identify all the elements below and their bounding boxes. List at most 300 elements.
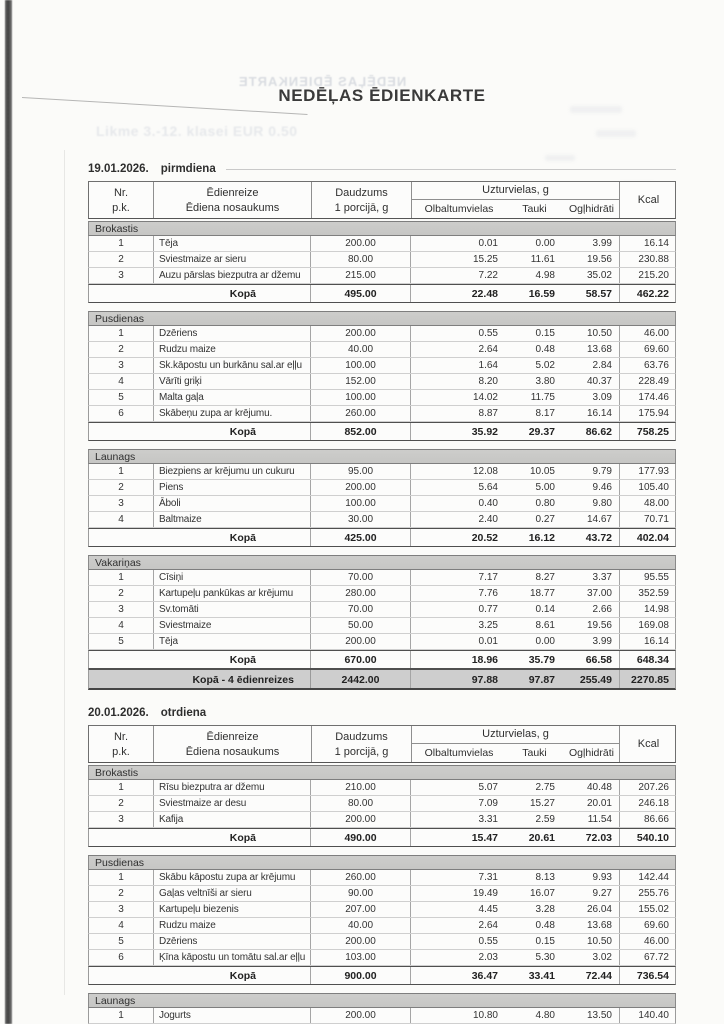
cell-number: 3 (118, 360, 124, 371)
cell-kcal: 352.59 (619, 586, 677, 601)
cell-dish-name: Sviestmaize ar sieru (153, 252, 311, 267)
cell-carbs: 10.50 (586, 936, 612, 947)
section-gap (88, 985, 676, 993)
header-nr (89, 182, 153, 218)
cell-protein: 15.25 (472, 254, 498, 265)
cell-kcal: 174.46 (619, 390, 677, 405)
cell-kcal: 462.22 (619, 285, 677, 302)
cell-fat: 18.77 (529, 588, 555, 599)
cell-fat: 8.61 (535, 620, 555, 631)
cell-dish-name: Rudzu maize (153, 342, 311, 357)
meal-section (88, 311, 676, 441)
cell-quantity: 207.00 (311, 902, 411, 917)
cell-kcal: 177.93 (619, 464, 677, 479)
cell-quantity: 40.00 (311, 918, 411, 933)
total-label: Kopā (89, 651, 311, 668)
cell-dish-name: Biezpiens ar krējumu un cukuru (153, 464, 311, 479)
cell-carbs: 26.04 (586, 904, 612, 915)
section-band: Pusdienas (88, 855, 676, 870)
table-row (88, 634, 676, 650)
cell-dish-name: Sviestmaize ar desu (153, 796, 311, 811)
cell-number: 6 (118, 952, 124, 963)
cell-carbs: 2.84 (592, 360, 612, 371)
cell-kcal: 540.10 (619, 829, 677, 846)
cell-fat: 11.61 (530, 254, 555, 265)
cell-protein: 12.08 (472, 466, 498, 477)
table-row (88, 1008, 676, 1024)
cell-fat: 5.30 (535, 952, 555, 963)
table-row (88, 934, 676, 950)
cell-protein: 5.07 (478, 782, 498, 793)
header-carbs: Ogļhidrāti (569, 203, 614, 215)
cell-protein: 2.40 (478, 514, 498, 525)
table-header (88, 181, 676, 219)
cell-fat: 3.80 (535, 376, 555, 387)
section-band: Launags (88, 993, 676, 1008)
table-row (88, 390, 676, 406)
cell-carbs: 19.56 (586, 620, 612, 631)
cell-dish-name: Dzēriens (153, 326, 311, 341)
cell-carbs: 9.80 (592, 498, 612, 509)
weekday-value: otrdiena (160, 707, 207, 719)
cell-quantity: 40.00 (311, 342, 411, 357)
cell-carbs: 11.54 (587, 814, 612, 825)
table-row (88, 358, 676, 374)
cell-kcal: 142.44 (619, 870, 677, 885)
cell-quantity: 100.00 (311, 358, 411, 373)
cell-quantity: 200.00 (311, 480, 411, 495)
cell-quantity: 152.00 (311, 374, 411, 389)
cell-carbs: 40.48 (586, 782, 612, 793)
cell-fat: 0.15 (535, 936, 555, 947)
header-kcal-label: Kcal (637, 738, 660, 750)
header-fat: Tauki (522, 747, 547, 759)
cell-protein: 1.64 (478, 360, 498, 371)
cell-kcal: 230.88 (619, 252, 677, 267)
cell-number: 5 (118, 636, 124, 647)
cell-number: 5 (118, 936, 124, 947)
cell-quantity: 490.00 (311, 829, 411, 846)
cell-carbs: 40.37 (586, 376, 612, 387)
cell-fat: 0.27 (535, 514, 555, 525)
cell-carbs: 13.68 (586, 920, 612, 931)
cell-number: 1 (118, 466, 124, 477)
header-kcal (619, 726, 677, 762)
cell-dish-name: Sv.tomāti (153, 602, 311, 617)
cell-quantity: 50.00 (311, 618, 411, 633)
cell-quantity: 103.00 (311, 950, 411, 965)
cell-kcal: 69.60 (619, 918, 677, 933)
meal-section (88, 993, 676, 1024)
header-protein: Olbaltumvielas (424, 747, 494, 759)
header-quantity (311, 182, 411, 218)
cell-quantity: 200.00 (311, 326, 411, 341)
cell-carbs: 3.99 (592, 636, 612, 647)
section-total-row (88, 284, 676, 303)
section-band: Pusdienas (88, 311, 676, 326)
cell-fat: 16.07 (529, 888, 555, 899)
cell-quantity: 80.00 (311, 252, 411, 267)
cell-fat: 35.79 (528, 654, 555, 666)
cell-fat: 2.75 (535, 782, 555, 793)
section-total-row (88, 528, 676, 547)
section-gap (88, 441, 676, 449)
header-carbs: Ogļhidrāti (569, 747, 614, 759)
cell-kcal: 48.00 (619, 496, 677, 511)
cell-fat: 8.17 (535, 408, 555, 419)
cell-fat: 8.27 (535, 572, 555, 583)
cell-quantity: 2442.00 (311, 670, 411, 688)
cell-kcal: 255.76 (619, 886, 677, 901)
scan-edge-strip (5, 0, 12, 1024)
cell-quantity: 215.00 (311, 268, 411, 283)
table-row (88, 374, 676, 390)
cell-kcal: 63.76 (619, 358, 677, 373)
cell-carbs: 9.46 (592, 482, 612, 493)
cell-number: 1 (118, 572, 124, 583)
cell-number: 5 (118, 392, 124, 403)
cell-kcal: 215.20 (619, 268, 677, 283)
cell-quantity: 70.00 (311, 570, 411, 585)
header-nr-line2: p.k. (112, 201, 130, 214)
cell-fat: 33.41 (528, 970, 555, 982)
cell-dish-name: Skābu kāpostu zupa ar krējumu (153, 870, 311, 885)
cell-protein: 3.31 (478, 814, 498, 825)
cell-fat: 0.00 (535, 238, 555, 249)
bleedthrough-smudge (570, 106, 622, 113)
cell-kcal: 14.98 (619, 602, 677, 617)
day-date-heading (88, 707, 676, 721)
cell-quantity: 200.00 (311, 634, 411, 649)
table-row (88, 236, 676, 252)
cell-quantity: 80.00 (311, 796, 411, 811)
cell-carbs: 9.79 (592, 466, 612, 477)
cell-number: 3 (118, 270, 124, 281)
cell-quantity: 200.00 (311, 236, 411, 251)
header-meal (153, 182, 311, 218)
cell-protein: 10.80 (472, 1010, 498, 1021)
cell-quantity: 200.00 (311, 812, 411, 827)
total-label: Kopā (89, 285, 311, 302)
header-meal-line2: Ēdiena nosaukums (185, 201, 280, 214)
cell-protein: 22.48 (471, 288, 498, 300)
header-nr-line1: Nr. (113, 186, 129, 199)
header-nr-line1: Nr. (113, 730, 129, 743)
cell-number: 4 (118, 514, 124, 525)
cell-protein: 0.40 (478, 498, 498, 509)
cell-carbs: 14.67 (586, 514, 612, 525)
header-meal (153, 726, 311, 762)
cell-dish-name: Tēja (153, 634, 311, 649)
table-row (88, 570, 676, 586)
cell-carbs: 66.58 (585, 654, 612, 666)
cell-protein: 7.17 (478, 572, 498, 583)
cell-protein: 97.88 (471, 673, 498, 686)
table-row (88, 406, 676, 422)
cell-carbs: 35.02 (586, 270, 612, 281)
cell-dish-name: Baltmaize (153, 512, 311, 527)
cell-protein: 7.31 (478, 872, 498, 883)
cell-dish-name: Kafija (153, 812, 311, 827)
cell-fat: 0.48 (535, 344, 555, 355)
cell-quantity: 260.00 (311, 406, 411, 421)
table-row (88, 326, 676, 342)
cell-carbs: 9.93 (592, 872, 612, 883)
cell-number: 2 (118, 588, 124, 599)
cell-carbs: 3.37 (592, 572, 612, 583)
cell-number: 4 (118, 920, 124, 931)
cell-protein: 5.64 (478, 482, 498, 493)
table-row (88, 812, 676, 828)
cell-dish-name: Sviestmaize (153, 618, 311, 633)
header-protein: Olbaltumvielas (424, 203, 494, 215)
bleedthrough-title: NEDĒĻAS ĒDIENKARTE (238, 74, 407, 89)
cell-kcal: 46.00 (619, 934, 677, 949)
table-row (88, 496, 676, 512)
total-label: Kopā (89, 829, 311, 846)
cell-dish-name: Āboli (153, 496, 311, 511)
cell-carbs: 19.56 (586, 254, 612, 265)
section-total-row (88, 422, 676, 441)
cell-kcal: 736.54 (619, 967, 677, 984)
cell-quantity: 425.00 (311, 529, 411, 546)
cell-protein: 0.55 (478, 328, 498, 339)
header-qty-line2: 1 porcijā, g (334, 745, 389, 758)
cell-number: 1 (118, 1010, 124, 1021)
cell-dish-name: Rīsu biezputra ar džemu (153, 780, 311, 795)
section-total-row (88, 828, 676, 847)
table-row (88, 602, 676, 618)
table-row (88, 618, 676, 634)
table-row (88, 586, 676, 602)
left-margin-shadow (64, 150, 65, 995)
cell-number: 2 (118, 344, 124, 355)
cell-quantity: 852.00 (311, 423, 411, 440)
table-row (88, 268, 676, 284)
section-total-row (88, 650, 676, 669)
section-band: Brokastis (88, 765, 676, 780)
cell-number: 2 (118, 482, 124, 493)
cell-number: 1 (118, 782, 124, 793)
table-row (88, 780, 676, 796)
cell-fat: 5.00 (535, 482, 555, 493)
cell-carbs: 20.01 (586, 798, 612, 809)
header-kcal (619, 182, 677, 218)
cell-protein: 2.03 (478, 952, 498, 963)
cell-dish-name: Piens (153, 480, 311, 495)
header-meal-line2: Ēdiena nosaukums (185, 745, 280, 758)
cell-fat: 0.48 (535, 920, 555, 931)
cell-kcal: 175.94 (619, 406, 677, 421)
cell-protein: 18.96 (471, 654, 498, 666)
cell-kcal: 16.14 (619, 236, 677, 251)
cell-carbs: 86.62 (585, 426, 612, 438)
cell-kcal: 70.71 (619, 512, 677, 527)
cell-protein: 7.76 (478, 588, 498, 599)
cell-kcal: 758.25 (619, 423, 677, 440)
cell-carbs: 72.44 (585, 970, 612, 982)
cell-protein: 7.09 (478, 798, 498, 809)
cell-carbs: 37.00 (586, 588, 612, 599)
cell-kcal: 46.00 (619, 326, 677, 341)
grand-total-label: Kopā - 4 ēdienreizes (89, 670, 311, 688)
cell-fat: 8.13 (535, 872, 555, 883)
cell-fat: 5.02 (535, 360, 555, 371)
cell-fat: 0.00 (535, 636, 555, 647)
header-meal-line1: Ēdienreize (206, 186, 259, 199)
total-label: Kopā (89, 967, 311, 984)
table-row (88, 464, 676, 480)
cell-number: 3 (118, 498, 124, 509)
table-row (88, 252, 676, 268)
day-table (88, 163, 676, 690)
cell-fat: 16.12 (528, 532, 555, 544)
cell-dish-name: Jogurts (153, 1008, 311, 1023)
header-nutrients (411, 726, 619, 762)
header-nr-line2: p.k. (112, 745, 130, 758)
cell-kcal: 402.04 (619, 529, 677, 546)
cell-dish-name: Cīsiņi (153, 570, 311, 585)
cell-kcal: 228.49 (619, 374, 677, 389)
cell-fat: 11.75 (530, 392, 555, 403)
cell-fat: 3.28 (535, 904, 555, 915)
table-row (88, 886, 676, 902)
cell-dish-name: Kartupeļu pankūkas ar krējumu (153, 586, 311, 601)
cell-carbs: 13.68 (586, 344, 612, 355)
cell-dish-name: Dzēriens (153, 934, 311, 949)
cell-carbs: 2.66 (592, 604, 612, 615)
cell-protein: 3.25 (478, 620, 498, 631)
cell-kcal: 86.66 (619, 812, 677, 827)
cell-fat: 10.05 (529, 466, 555, 477)
cell-protein: 36.47 (471, 970, 498, 982)
page-title: NEDĒĻAS ĒDIENKARTE (278, 86, 486, 105)
cell-fat: 0.14 (535, 604, 555, 615)
cell-kcal: 155.02 (619, 902, 677, 917)
cell-dish-name: Auzu pārslas biezputra ar džemu (153, 268, 311, 283)
cell-quantity: 90.00 (311, 886, 411, 901)
header-nutrients-label: Uzturvielas, g (412, 182, 619, 200)
cell-protein: 8.87 (478, 408, 498, 419)
cell-carbs: 43.72 (585, 532, 612, 544)
header-quantity (311, 726, 411, 762)
header-nutrient-sublabels (412, 744, 619, 761)
cell-dish-name: Kartupeļu biezenis (153, 902, 311, 917)
cell-number: 1 (118, 238, 124, 249)
bleedthrough-note: Likme 3.-12. klasei EUR 0.50 (96, 123, 298, 139)
cell-protein: 20.52 (471, 532, 498, 544)
section-band: Brokastis (88, 221, 676, 236)
cell-carbs: 13.50 (586, 1010, 612, 1021)
meal-section (88, 855, 676, 985)
cell-number: 3 (118, 604, 124, 615)
cell-fat: 2.59 (535, 814, 555, 825)
cell-protein: 8.20 (478, 376, 498, 387)
cell-dish-name: Malta gaļa (153, 390, 311, 405)
section-band: Vakariņas (88, 555, 676, 570)
cell-carbs: 10.50 (586, 328, 612, 339)
header-meal-line1: Ēdienreize (206, 730, 259, 743)
cell-kcal: 246.18 (619, 796, 677, 811)
cell-fat: 16.59 (528, 288, 555, 300)
cell-protein: 19.49 (472, 888, 498, 899)
cell-protein: 35.92 (471, 426, 498, 438)
cell-quantity: 95.00 (311, 464, 411, 479)
section-gap (88, 847, 676, 855)
cell-dish-name: Ķīna kāpostu un tomātu sal.ar eļļu (153, 950, 311, 965)
cell-protein: 0.77 (478, 604, 498, 615)
header-nutrients-label: Uzturvielas, g (412, 726, 619, 744)
cell-fat: 0.80 (535, 498, 555, 509)
day-date-heading (88, 163, 676, 177)
cell-dish-name: Sk.kāpostu un burkānu sal.ar eļļu (153, 358, 311, 373)
cell-carbs: 255.49 (579, 673, 612, 686)
cell-number: 6 (118, 408, 124, 419)
section-gap (88, 303, 676, 311)
section-band: Launags (88, 449, 676, 464)
cell-fat: 4.98 (535, 270, 555, 281)
cell-number: 2 (118, 254, 124, 265)
cell-quantity: 260.00 (311, 870, 411, 885)
cell-kcal: 648.34 (619, 651, 677, 668)
header-kcal-label: Kcal (637, 194, 660, 206)
cell-kcal: 16.14 (619, 634, 677, 649)
date-value: 19.01.2026. (88, 163, 149, 175)
header-nutrients (411, 182, 619, 218)
cell-dish-name: Vārīti griķi (153, 374, 311, 389)
table-row (88, 480, 676, 496)
menu-tables (88, 163, 676, 1024)
bleedthrough-smudge (596, 130, 636, 137)
cell-protein: 0.01 (478, 238, 498, 249)
cell-kcal: 105.40 (619, 480, 677, 495)
cell-number: 1 (118, 328, 124, 339)
cell-protein: 0.55 (478, 936, 498, 947)
cell-carbs: 72.03 (585, 832, 612, 844)
day-table (88, 707, 676, 1024)
cell-carbs: 58.57 (585, 288, 612, 300)
cell-protein: 14.02 (472, 392, 498, 403)
section-gap (88, 547, 676, 555)
cell-protein: 4.45 (478, 904, 498, 915)
table-row (88, 796, 676, 812)
meal-section (88, 221, 676, 303)
header-nr (89, 726, 153, 762)
cell-fat: 29.37 (528, 426, 555, 438)
cell-protein: 2.64 (478, 920, 498, 931)
cell-fat: 15.27 (529, 798, 555, 809)
date-value: 20.01.2026. (88, 707, 149, 719)
meal-section (88, 449, 676, 547)
table-row (88, 902, 676, 918)
cell-number: 4 (118, 376, 124, 387)
cell-number: 4 (118, 620, 124, 631)
cell-dish-name: Gaļas veltnīši ar sieru (153, 886, 311, 901)
cell-fat: 0.15 (535, 328, 555, 339)
header-nutrient-sublabels (412, 200, 619, 217)
cell-number: 2 (118, 888, 124, 899)
cell-fat: 97.87 (528, 673, 555, 686)
cell-protein: 0.01 (478, 636, 498, 647)
weekday-value: pirmdiena (160, 163, 216, 175)
cell-quantity: 200.00 (311, 1008, 411, 1023)
cell-protein: 15.47 (471, 832, 498, 844)
cell-number: 3 (118, 904, 124, 915)
cell-carbs: 3.99 (592, 238, 612, 249)
cell-kcal: 140.40 (619, 1008, 677, 1023)
cell-number: 2 (118, 798, 124, 809)
table-header (88, 725, 676, 763)
